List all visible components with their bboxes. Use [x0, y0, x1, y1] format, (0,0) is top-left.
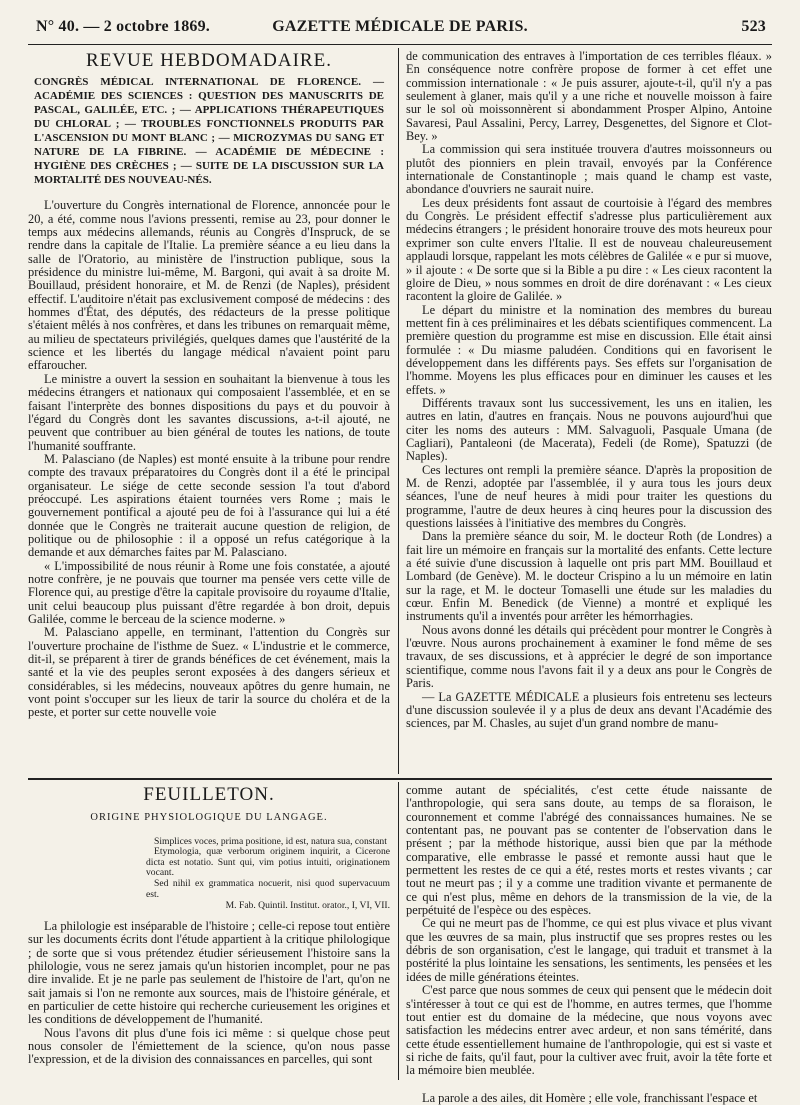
epigraph-source: M. Fab. Quintil. Institut. orator., I, VI, VII.	[225, 900, 390, 912]
paragraph: M. Palasciano appelle, en terminant, l'attention du Congrès sur l'ouverture prochaine de l'isthme de Suez. « L'industrie et le commerce, dit-il, se préparent à tirer de grands bénéfices de cet événement, mais la santé et la vie des peuples seront exposées à des dangers sérieux et considérables, si les médecins, nouveaux apôtres du genre humain, ne vont point s'occuper sur les lieux de tarir la source du choléra et de la peste, et porter sur cette nouvelle voie	[28, 625, 390, 720]
journal-title: GAZETTE MÉDICALE DE PARIS.	[272, 18, 528, 35]
paragraph: La commission qui sera instituée trouvera d'autres moissonneurs ou plutôt des pionniers en plein travail, envoyés par la Conférence internationale de Constantinople ; mais quand le champ est vaste, abondance d'ouvriers ne saurait nuire.	[406, 142, 772, 197]
paragraph: Les deux présidents font assaut de courtoisie à l'égard des membres du Congrès. Le président effectif s'adresse plus particulièrement aux médecins étrangers ; le président honoraire trouve des mots heureux pour exprimer son culte envers l'Italie. Il est de nouveau chaleureusement applaudi lorsque, rappelant les mots célèbres de Galilée « e pur si muove, » il ajoute : « De sorte que si la Bible a pu dire : « Les cieux racontent la gloire de Dieu, » nous sommes en droit de dire dorénavant : « Les cieux racontent la gloire de Galilée. »	[406, 195, 772, 304]
feuilleton-title: FEUILLETON.	[143, 784, 275, 805]
paragraph: comme autant de spécialités, c'est cette étude naissante de l'anthropologie, qui sera sans doute, au temps de sa floraison, le couronnement et comme l'abrégé des connaissances humaines. Ne se contentant pas, ne pouvant pas se contenter de l'observation dans le présent ; par la méthode historique, aussi bien que par la méthode comparative, elle embrasse le passé et remonte aussi haut que le permettent les restes de ce qui a été, restes morts et restes vivants ; car tout ne meurt pas ; il y a comme une tradition vivante et permanente de ce qui n'est plus, même en dehors de la transmission de la vie, de la perpétuité de l'espèce ou des espèces.	[406, 783, 772, 918]
header-rule	[28, 44, 772, 45]
epigraph-line: Sed nihil ex grammatica nocuerit, nisi quod supervacuum est.	[146, 878, 390, 900]
feuilleton-subtitle: ORIGINE PHYSIOLOGIQUE DU LANGAGE.	[90, 812, 328, 824]
epigraph	[146, 837, 390, 912]
paragraph: Différents travaux sont lus successivement, les uns en italien, les autres en latin, d'autres en français. Nous ne pouvons aujourd'hui que citer les noms des auteurs : MM. Salvaguoli, Pasquale Umana (de Cagliari), Pantaleoni (de Macerata), Fedeli (de Rome), Spatuzzi (de Naples).	[406, 395, 772, 464]
issue-number: N° 40. — 2 octobre 1869.	[36, 18, 210, 35]
paragraph: La philologie est inséparable de l'histoire ; celle-ci repose tout entière sur les documents écrits dont l'étude appartient à la critique philologique ; de sorte que si vous prétendez étudier sérieusement l'histoire sans la philologie, vous ne serez jamais qu'un historien incomplet, pour ne pas dire invalide. Et je ne parle pas seulement de l'histoire de l'art, qu'on ne sait jamais si l'on ne remonte aux sources, mais de l'histoire générale, et en particulier de cette histoire qui recherche curieusement les origines et les conditions de développement de l'humanité.	[28, 918, 390, 1027]
epigraph-line: Simplices voces, prima positione, id est, natura sua, constant	[154, 835, 387, 847]
revue-column-1	[28, 50, 390, 772]
feuilleton-column-1	[28, 784, 390, 1080]
paragraph: Nous l'avons dit plus d'une fois ici même : si quelque chose peut nous consoler de l'émiettement de la science, qu'on nous passe l'expression, et de la division des connaissances en parcelles, qui sont	[28, 1025, 390, 1067]
column-rule	[398, 48, 399, 774]
column-rule	[398, 782, 399, 1080]
page-number: 523	[741, 18, 766, 35]
paragraph: La parole a des ailes, dit Homère ; elle vole, franchissant l'espace et	[422, 1090, 758, 1105]
paragraph: — La GAZETTE MÉDICALE a plusieurs fois entretenu ses lecteurs d'une discussion soulevée il y a plus de deux ans devant l'Académie des sciences, par M. Chasles, au sujet d'un grand nombre de manu-	[406, 689, 772, 731]
feuilleton-separator	[28, 778, 772, 780]
epigraph-line: Etymologia, quæ verborum originem inquirit, a Cicerone dicta est notatio. Sunt qui, vim potius intuiti, originationem vocant.	[146, 846, 390, 879]
paragraph: Ce qui ne meurt pas de l'homme, ce qui est plus vivace et plus vivant que les œuvres de sa main, plus instructif que ses propres restes ou les débris de son organisation, c'est le langage, qui traduit et transmet à la postérité la plus lointaine les sensations, les sentiments, les pensées et les idées de mille générations éteintes.	[406, 916, 772, 984]
revue-summary: CONGRÈS MÉDICAL INTERNATIONAL DE FLORENCE. — ACADÉMIE DES SCIENCES : QUESTION DES MANUSCRITS DE PASCAL, GALILÉE, ETC. ; — APPLICATIONS THÉRAPEUTIQUES DU CHLORAL ; — TROUBLES FONCTIONNELS PRODUITS PAR L'ASCENSION DU MONT BLANC ; — MICROZYMAS DU SANG ET NATURE DE LA FIBRINE. — ACADÉMIE DE MÉDECINE : HYGIÈNE DES CRÈCHES ; — SUITE DE LA DISCUSSION SUR LA MORTALITÉ DES NOUVEAU-NÉS.	[34, 76, 384, 187]
revue-title: REVUE HEBDOMADAIRE.	[86, 50, 332, 71]
paragraph: L'ouverture du Congrès international de Florence, annoncée pour le 20, a été, comme nous l'avions pressenti, remise au 23, pour donner le temps aux médecins allemands, réunis au Congrès d'Inspruck, de se rendre dans la capitale de l'Italie. La première séance a eu lieu dans la salle de l'Oratorio, au ministère de l'instruction publique, sous la présidence du ministre lui-même, M. Bargoni, qui avait à sa droite M. Bouillaud, président honoraire, et M. de Renzi (de Naples), président effectif. L'auditoire n'était pas exclusivement composé de médecins : des hommes d'État, des députés, des rédacteurs de la presse politique s'étaient mêlés à nos confrères, et dans les tribunes on remarquait même, au milieu de spectateurs privilégiés, quelques dames que l'austérité de la science et les libertés du langage médical n'avaient point paru effaroucher.	[28, 198, 390, 373]
paragraph: Ces lectures ont rempli la première séance. D'après la proposition de M. de Renzi, adoptée par l'assemblée, il y aura tous les jours deux séances, l'une de neuf heures à midi pour traiter les questions du programme, l'autre de deux heures à cinq heures pour la discussion des questions laissées à l'initiative des membres du Congrès.	[406, 462, 772, 531]
revue-column-2	[406, 50, 772, 772]
paragraph: C'est parce que nous sommes de ceux qui pensent que le médecin doit s'intéresser à tout ce qui est de l'homme, en autres termes, que l'homme tout entier est du domaine de la médecine, que nous voyons avec satisfaction les médecins entrer avec ardeur, et non sans témérité, dans cette étude essentiellement humaine de l'anthropologie, qui est si vaste et si riche de faits, qu'il faut, pour la cultiver avec fruit, avoir la tête forte et la mémoire bien meublée.	[406, 983, 772, 1078]
running-header	[24, 14, 776, 42]
paragraph: Dans la première séance du soir, M. le docteur Roth (de Londres) a fait lire un mémoire en français sur la mortalité des enfants. Cette lecture a été suivie d'une discussion à laquelle ont pris part MM. Bouillaud et Lombard (de Genève). M. le docteur Crispino a lu un mémoire en latin sur la rage, et M. le docteur Tomaselli une étude sur les maladies du cœur. Enfin M. Benedick (de Vienne) a montré et expliqué les instruments qu'il a inventés pour arrêter les hémorrhagies.	[406, 529, 772, 624]
paragraph: M. Palasciano (de Naples) est monté ensuite à la tribune pour rendre compte des travaux préparatoires du Congrès dont il a été le principal organisateur. Le siége de cette seconde session l'a tout d'abord préoccupé. Les aspirations étaient tournées vers Rome ; mais le gouvernement pontifical a ajouté peu de foi à l'assurance qui lui a été donnée que le Congrès ne traiterait aucune question de religion, de politique ou de philosophie : il a opposé un refus catégorique à la demande et aux démarches faites par M. Palasciano.	[28, 451, 390, 560]
paragraph: Le départ du ministre et la nomination des membres du bureau mettent fin à ces préliminaires et les débats scientifiques commencent. La première question du programme est mise en discussion. Elle était ainsi formulée : « Du miasme paludéen. Conditions qui en favorisent le développement dans les différents pays. Ses effets sur l'organisation de l'homme. Moyens les plus efficaces pour en diminuer les causes et les effets. »	[406, 302, 772, 397]
feuilleton-column-2	[406, 783, 772, 1105]
paragraph: Le ministre a ouvert la session en souhaitant la bienvenue à tous les médecins étrangers et nationaux qui composaient l'assemblée, et en se faisant l'interprète des bonnes dispositions du pays et du pouvoir à l'égard du Congrès dont les savantes discussions, a-t-il ajouté, ne peuvent que contribuer au bien général de toutes les nations, de toute l'humanité souffrante.	[28, 371, 390, 453]
paragraph: « L'impossibilité de nous réunir à Rome une fois constatée, a ajouté notre confrère, je ne pouvais que tourner ma pensée vers cette ville de Florence qui, au prestige d'être la capitale provisoire du royaume d'Italie, unit celui beaucoup plus puissant d'être regardée à bon droit, depuis Galilée, comme le berceau de la science moderne. »	[28, 558, 390, 626]
paragraph: de communication des entraves à l'importation de ces terribles fléaux. » En conséquence notre confrère propose de former à cet effet une commission internationale : « Je puis assurer, ajoute-t-il, qu'il n'y a pas seulement à glaner, mais qu'il y a une riche et nouvelle moisson à faire sur le sol où moissonnèrent si abondamment Prosper Alpino, Antoine Savaresi, Paul Assalini, Percy, Larrey, Desgenettes, del Signore et Clot-Bey. »	[406, 49, 772, 144]
paragraph: Nous avons donné les détails qui précèdent pour montrer le Congrès à l'œuvre. Nous aurons prochainement à examiner le fond même de ses travaux, de ses discussions, et à apprécier le degré de son importance scientifique, comme nous l'avons fait il y a deux ans pour le Congrès de Paris.	[406, 622, 772, 691]
